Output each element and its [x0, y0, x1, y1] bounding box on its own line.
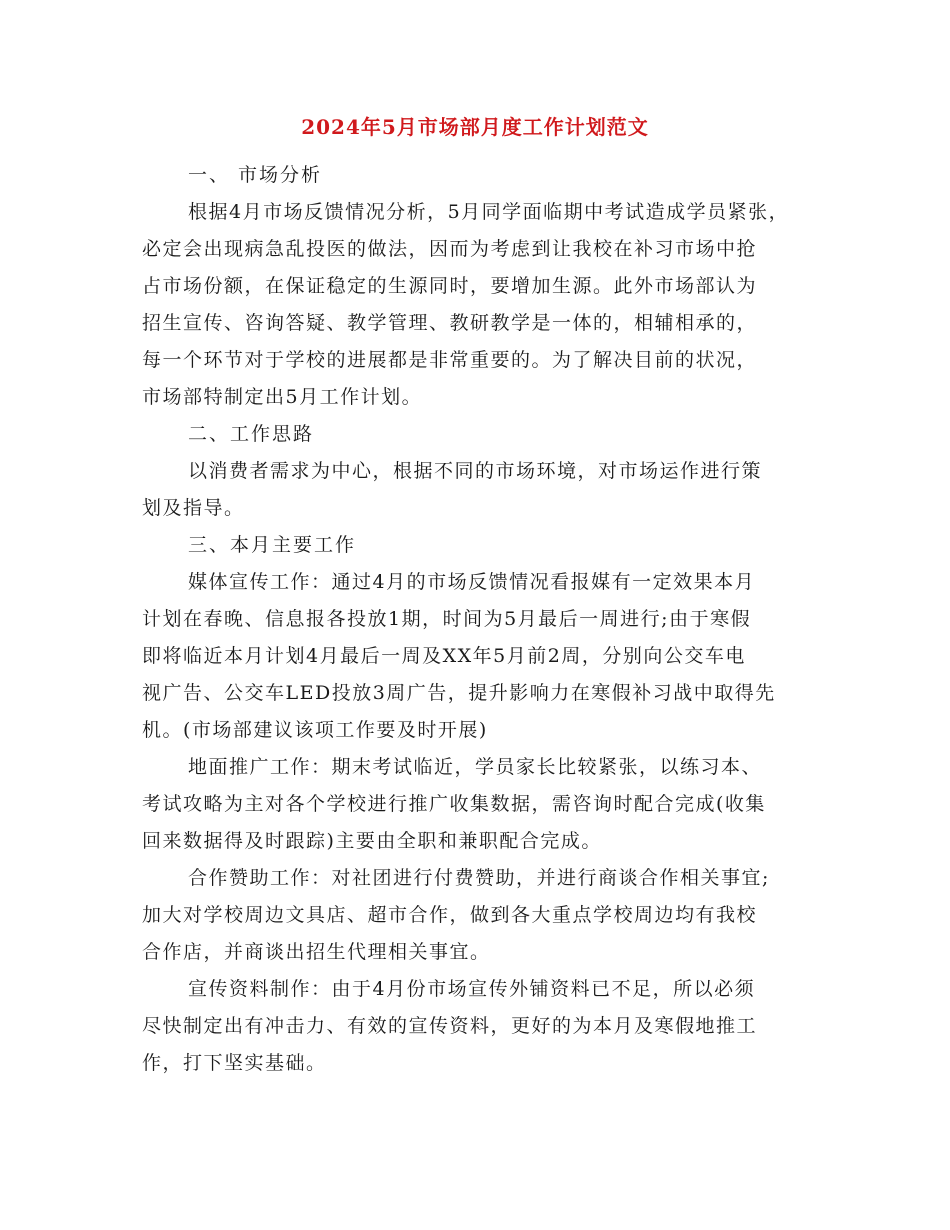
section-heading: 二、工作思路	[188, 423, 315, 445]
paragraph-line: 合作赞助工作：对社团进行付费赞助，并进行商谈合作相关事宜;	[188, 867, 770, 889]
section-heading: 一、 市场分析	[188, 164, 323, 186]
paragraph-line: 以消费者需求为中心，根据不同的市场环境，对市场运作进行策	[188, 460, 763, 482]
paragraph-line: 宣传资料制作：由于4月份市场宣传外铺资料已不足，所以必须	[188, 978, 756, 1000]
paragraph	[142, 971, 822, 1082]
paragraph-line: 占市场份额，在保证稳定的生源同时，要增加生源。此外市场部认为	[142, 275, 758, 297]
paragraph-line: 招生宣传、咨询答疑、教学管理、教研教学是一体的，相辅相承的，	[142, 312, 758, 334]
paragraph-line: 视广告、公交车LED投放3周广告，提升影响力在寒假补习战中取得先	[142, 682, 776, 704]
paragraph-line: 划及指导。	[142, 497, 245, 519]
paragraph-line: 地面推广工作：期末考试临近，学员家长比较紧张，以练习本、	[188, 756, 763, 778]
paragraph	[142, 749, 822, 860]
paragraph-line: 加大对学校周边文具店、超市合作，做到各大重点学校周边均有我校	[142, 904, 758, 926]
paragraph	[142, 860, 822, 971]
paragraph	[142, 194, 822, 416]
section-heading: 三、本月主要工作	[188, 534, 357, 556]
document-title: 2024年5月市场部月度工作计划范文	[301, 115, 649, 139]
paragraph	[142, 564, 822, 749]
paragraph-line: 尽快制定出有冲击力、有效的宣传资料，更好的为本月及寒假地推工	[142, 1015, 758, 1037]
paragraph-line: 市场部特制定出5月工作计划。	[142, 386, 423, 408]
paragraph-line: 每一个环节对于学校的进展都是非常重要的。为了解决目前的状况，	[142, 349, 758, 371]
paragraph-line: 必定会出现病急乱投医的做法，因而为考虑到让我校在补习市场中抢	[142, 238, 758, 260]
paragraph-line: 媒体宣传工作：通过4月的市场反馈情况看报媒有一定效果本月	[188, 571, 756, 593]
paragraph	[142, 453, 822, 527]
paragraph-line: 机。(市场部建议该项工作要及时开展)	[142, 719, 488, 741]
paragraph-line: 回来数据得及时跟踪)主要由全职和兼职配合完成。	[142, 830, 602, 852]
paragraph-line: 根据4月市场反馈情况分析，5月同学面临期中考试造成学员紧张，	[188, 201, 790, 223]
paragraph-line: 合作店，并商谈出招生代理相关事宜。	[142, 941, 491, 963]
paragraph-line: 计划在春晚、信息报各投放1期，时间为5月最后一周进行;由于寒假	[142, 608, 752, 630]
document-body	[142, 157, 822, 1082]
paragraph-line: 作，打下坚实基础。	[142, 1052, 327, 1074]
paragraph-line: 考试攻略为主对各个学校进行推广收集数据，需咨询时配合完成(收集	[142, 793, 766, 815]
paragraph-line: 即将临近本月计划4月最后一周及XX年5月前2周，分别向公交车电	[142, 645, 746, 667]
